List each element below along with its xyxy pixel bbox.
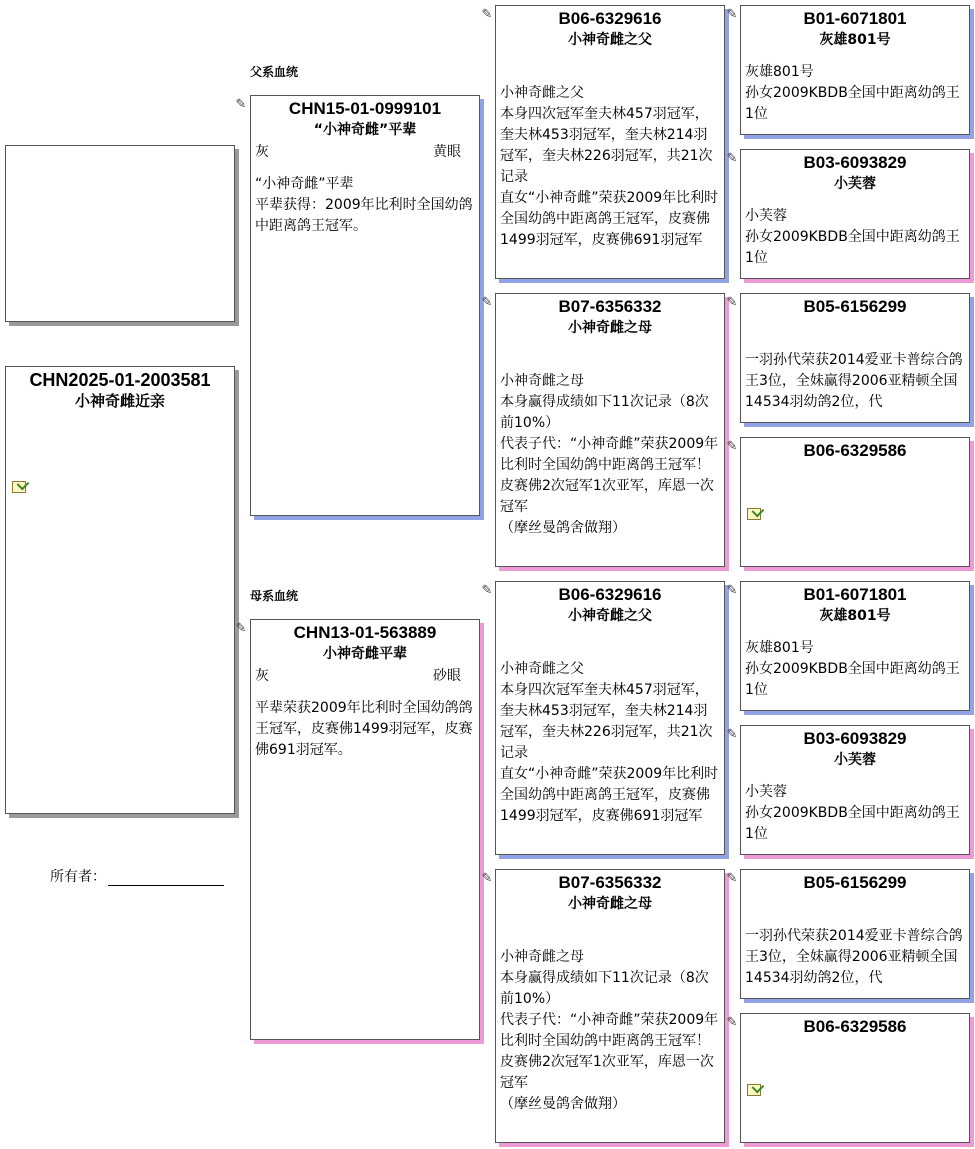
pencil-icon[interactable]: ✎: [726, 294, 738, 310]
ggp-name-2: 小芙蓉: [834, 176, 876, 192]
pencil-icon[interactable]: ✎: [481, 870, 493, 886]
dam-card[interactable]: [250, 619, 480, 1040]
sire-father-name: 小神奇雌之父: [568, 32, 652, 48]
ggp-ring-4: B06-6329586: [803, 441, 907, 460]
ggp-ring-1: B01-6071801: [803, 9, 907, 28]
ggp-ring-8: B06-6329586: [803, 1017, 907, 1036]
ggp-ring-6: B03-6093829: [803, 729, 907, 748]
dam-notes: 平辈荣获2009年比利时全国幼鸽鸽王冠军，皮赛佛1499羽冠军，皮赛佛691羽冠军。: [255, 700, 473, 758]
ggp-card-5[interactable]: [740, 581, 970, 711]
ggp-ring-7: B05-6156299: [803, 873, 907, 892]
sire-mother-notes: 小神奇雌之母 本身赢得成绩如下11次记录（8次前10%） 代表子代：“小神奇雌”荣获2009年比利时全国幼鸽中距离鸽王冠军！ 皮赛佛2次冠军1次亚军，库恩一次冠军 （摩丝曼鸽舍做翔）: [500, 373, 719, 536]
ggp-card-8[interactable]: [740, 1013, 970, 1143]
ggp-notes-2: 小芙蓉 孙女2009KBDB全国中距离幼鸽王1位: [745, 208, 960, 266]
owner-label: 所有者：: [50, 869, 106, 885]
dam-mother-card[interactable]: [495, 869, 725, 1143]
sire-attrs: [251, 142, 479, 162]
pencil-icon[interactable]: ✎: [726, 726, 738, 742]
sire-ring: CHN15-01-0999101: [288, 99, 442, 118]
sire-color: 灰: [255, 144, 269, 160]
sire-name: “小神奇雌”平辈: [313, 122, 417, 138]
pencil-icon[interactable]: ✎: [726, 438, 738, 454]
dam-eye: 砂眼: [433, 668, 461, 684]
pencil-icon[interactable]: ✎: [726, 870, 738, 886]
ggp-card-3[interactable]: [740, 293, 970, 423]
dam-father-card[interactable]: [495, 581, 725, 855]
ggp-notes-5: 灰雄801号 孙女2009KBDB全国中距离幼鸽王1位: [745, 640, 960, 698]
ggp-card-4[interactable]: [740, 437, 970, 567]
pencil-icon[interactable]: ✎: [726, 150, 738, 166]
sire-mother-card[interactable]: [495, 293, 725, 567]
ggp-notes-3: 一羽孙代荣获2014爱亚卡普综合鸽王3位，全妹赢得2006亚精顿全国14534羽幼鸽2位，代: [745, 352, 963, 410]
owner-field[interactable]: [50, 866, 224, 886]
sire-eye: 黄眼: [433, 144, 461, 160]
pencil-icon[interactable]: ✎: [726, 1014, 738, 1030]
ggp-ring-3: B05-6156299: [803, 297, 907, 316]
pencil-icon[interactable]: ✎: [481, 294, 493, 310]
ggp-card-1[interactable]: [740, 5, 970, 135]
ggp-name-1: 灰雄801号: [819, 32, 891, 48]
note-icon[interactable]: [747, 1084, 761, 1096]
note-icon[interactable]: [12, 481, 26, 493]
ggp-name-6: 小芙蓉: [834, 752, 876, 768]
dam-ring: CHN13-01-563889: [293, 623, 437, 642]
sire-mother-ring: B07-6356332: [558, 297, 662, 316]
dam-name: 小神奇雌平辈: [323, 646, 407, 662]
sire-father-card[interactable]: [495, 5, 725, 279]
note-icon[interactable]: [747, 508, 761, 520]
sire-father-ring: B06-6329616: [558, 9, 662, 28]
pencil-icon[interactable]: ✎: [726, 582, 738, 598]
ggp-notes-1: 灰雄801号 孙女2009KBDB全国中距离幼鸽王1位: [745, 64, 960, 122]
dam-mother-notes: 小神奇雌之母 本身赢得成绩如下11次记录（8次前10%） 代表子代：“小神奇雌”荣获2009年比利时全国幼鸽中距离鸽王冠军！ 皮赛佛2次冠军1次亚军，库恩一次冠军 （摩丝曼鸽舍做翔）: [500, 949, 719, 1112]
dam-mother-name: 小神奇雌之母: [568, 896, 652, 912]
sire-mother-name: 小神奇雌之母: [568, 320, 652, 336]
pencil-icon[interactable]: ✎: [481, 6, 493, 22]
dam-mother-ring: B07-6356332: [558, 873, 662, 892]
subject-name: 小神奇雌近亲: [74, 392, 165, 410]
dam-attrs: [251, 666, 479, 686]
subject-ring: CHN2025-01-2003581: [29, 370, 211, 390]
dam-father-notes: 小神奇雌之父 本身四次冠军奎夫林457羽冠军，奎夫林453羽冠军，奎夫林214羽冠军，奎夫林226羽冠军，共21次记录 直女“小神奇雌”荣获2009年比利时全国幼鸽中距离鸽王冠军，皮赛佛1499羽冠军，皮赛佛691羽冠军: [500, 661, 719, 824]
photo-box: [5, 145, 235, 322]
pencil-icon[interactable]: ✎: [235, 620, 247, 636]
ggp-card-2[interactable]: [740, 149, 970, 279]
ggp-ring-5: B01-6071801: [803, 585, 907, 604]
dam-section-label: 母系血统: [250, 589, 299, 603]
owner-line[interactable]: [108, 869, 224, 886]
sire-notes: “小神奇雌”平辈 平辈获得：2009年比利时全国幼鸽中距离鸽王冠军。: [255, 176, 473, 234]
ggp-card-6[interactable]: [740, 725, 970, 855]
dam-father-name: 小神奇雌之父: [568, 608, 652, 624]
ggp-ring-2: B03-6093829: [803, 153, 907, 172]
ggp-notes-7: 一羽孙代荣获2014爱亚卡普综合鸽王3位，全妹赢得2006亚精顿全国14534羽幼鸽2位，代: [745, 928, 963, 986]
pencil-icon[interactable]: ✎: [726, 6, 738, 22]
subject-card[interactable]: [5, 366, 235, 814]
dam-father-ring: B06-6329616: [558, 585, 662, 604]
dam-color: 灰: [255, 668, 269, 684]
sire-father-notes: 小神奇雌之父 本身四次冠军奎夫林457羽冠军，奎夫林453羽冠军，奎夫林214羽冠军，奎夫林226羽冠军，共21次记录 直女“小神奇雌”荣获2009年比利时全国幼鸽中距离鸽王冠军，皮赛佛1499羽冠军，皮赛佛691羽冠军: [500, 85, 719, 248]
sire-section-label: 父系血统: [250, 65, 299, 79]
ggp-card-7[interactable]: [740, 869, 970, 999]
ggp-notes-6: 小芙蓉 孙女2009KBDB全国中距离幼鸽王1位: [745, 784, 960, 842]
ggp-name-5: 灰雄801号: [819, 608, 891, 624]
sire-card[interactable]: [250, 95, 480, 516]
pencil-icon[interactable]: ✎: [481, 582, 493, 598]
pencil-icon[interactable]: ✎: [235, 96, 247, 112]
